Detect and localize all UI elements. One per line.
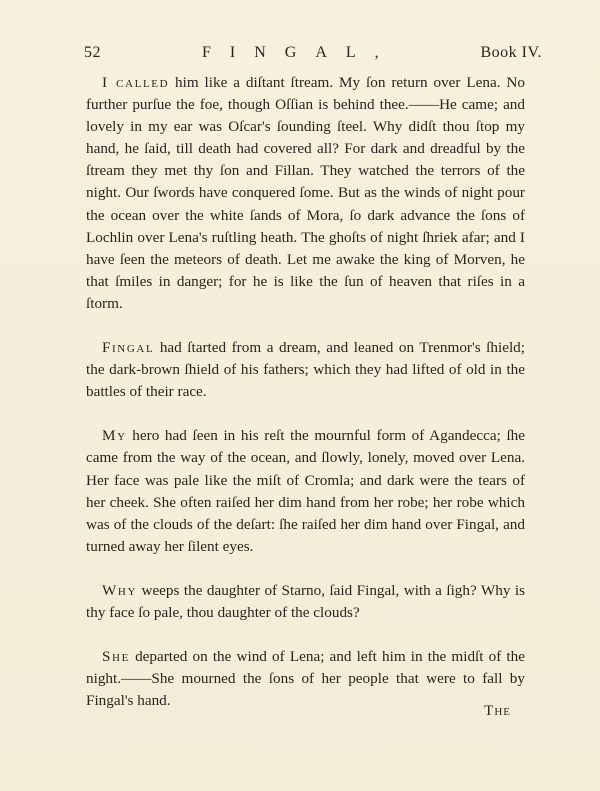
paragraph-4-text: weeps the daughter of Starno, ſaid Fingal, with a ſigh? Why is thy face ſo pale, thou daughter of the clouds? [86, 581, 525, 621]
paragraph-2-lead: Fingal [102, 339, 155, 357]
catchword: The [484, 703, 511, 719]
paragraph-5-text: departed on the wind of Lena; and left him in the midſt of the night.——She mourned the ſons of her people that were to fall by Fingal's hand. [86, 648, 525, 710]
paragraph-3 [86, 425, 525, 558]
paragraph-1-lead: I called [102, 74, 170, 91]
running-title: FINGAL, [202, 44, 398, 61]
paragraph-3-text: hero had ſeen in his reſt the mournful form of Agandecca; ſhe came from the way of the ocean, and ſlowly, lonely, moved over Lena. Her face was pale like the miſt of Cromla; and dark were the tears of her cheek. She often raiſed her dim hand from her robe; her robe which was of the clouds of the deſart: ſhe raiſed her dim hand over Fingal, and turned away her ſilent eyes. [86, 427, 525, 555]
paragraph-1 [86, 72, 525, 315]
running-header [84, 44, 542, 68]
page-number: 52 [84, 44, 101, 61]
paragraph-2 [86, 337, 525, 403]
paragraph-3-lead: My [102, 427, 127, 445]
paragraph-4-lead: Why [102, 581, 138, 599]
paragraph-2-text: had ſtarted from a dream, and leaned on Trenmor's ſhield; the dark-brown ſhield of his fathers; which they had lifted of old in the battles of their race. [86, 339, 525, 401]
body-text [86, 72, 525, 712]
paragraph-5 [86, 646, 525, 712]
book-label: Book IV. [480, 44, 542, 61]
paragraph-1-text: him like a diſtant ſtream. My ſon return over Lena. No further purſue the foe, though Oſſian is behind thee.——He came; and lovely in my ear was Oſcar's ſounding ſteel. Why didſt thou ſtop my hand, he ſaid, till death had covered all? For dark and dreadful by the ſtream they met thy ſon and Fillan. They watched the terrors of the night. Our ſwords have conquered ſome. But as the winds of night pour the ocean over the white ſands of Mora, ſo dark advance the ſons of Lochlin over Lena's ruſtling heath. The ghoſts of night ſhriek afar; and I have ſeen the meteors of death. Let me awake the king of Morven, he that ſmiles in danger; for he is like the ſun of heaven that riſes in a ſtorm. [86, 74, 525, 312]
paragraph-4 [86, 580, 525, 624]
paragraph-5-lead: She [102, 648, 130, 666]
